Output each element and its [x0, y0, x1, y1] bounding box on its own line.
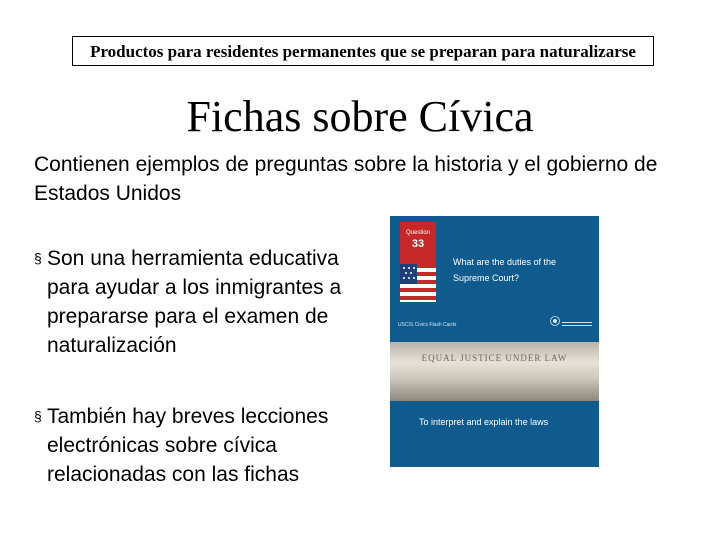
bullet-text: También hay breves lecciones electrónicas sobre cívica relacionadas con las fichas	[47, 405, 329, 486]
bullet-marker: §	[34, 408, 42, 424]
card-footer: USCIS Civics Flash Cards	[398, 322, 457, 328]
question-number: 33	[411, 238, 425, 250]
agency-seal-icon	[550, 316, 560, 326]
bullet-marker: §	[34, 250, 42, 266]
slide-title: Fichas sobre Cívica	[186, 92, 534, 141]
agency-name-lines	[562, 322, 592, 328]
supreme-court-photo	[390, 342, 599, 401]
question-label: Question	[405, 230, 430, 236]
card-question: What are the duties of the Supreme Court?	[453, 257, 557, 283]
flag-icon	[400, 264, 436, 302]
header-text: Productos para residentes permanentes que se preparan para naturalizarse	[90, 42, 636, 61]
court-inscription: EQUAL JUSTICE UNDER LAW	[421, 353, 568, 363]
bullet-item	[34, 244, 374, 360]
bullet-text: Son una herramienta educativa para ayudar a los inmigrantes a prepararse para el examen de naturalización	[47, 247, 342, 357]
flash-card-image	[390, 216, 599, 467]
intro-text: Contienen ejemplos de preguntas sobre la historia y el gobierno de Estados Unidos	[34, 153, 658, 205]
bullet-item	[34, 402, 374, 489]
question-badge	[400, 222, 436, 264]
card-bottom-panel	[390, 401, 599, 467]
card-answer: To interpret and explain the laws	[419, 417, 549, 427]
